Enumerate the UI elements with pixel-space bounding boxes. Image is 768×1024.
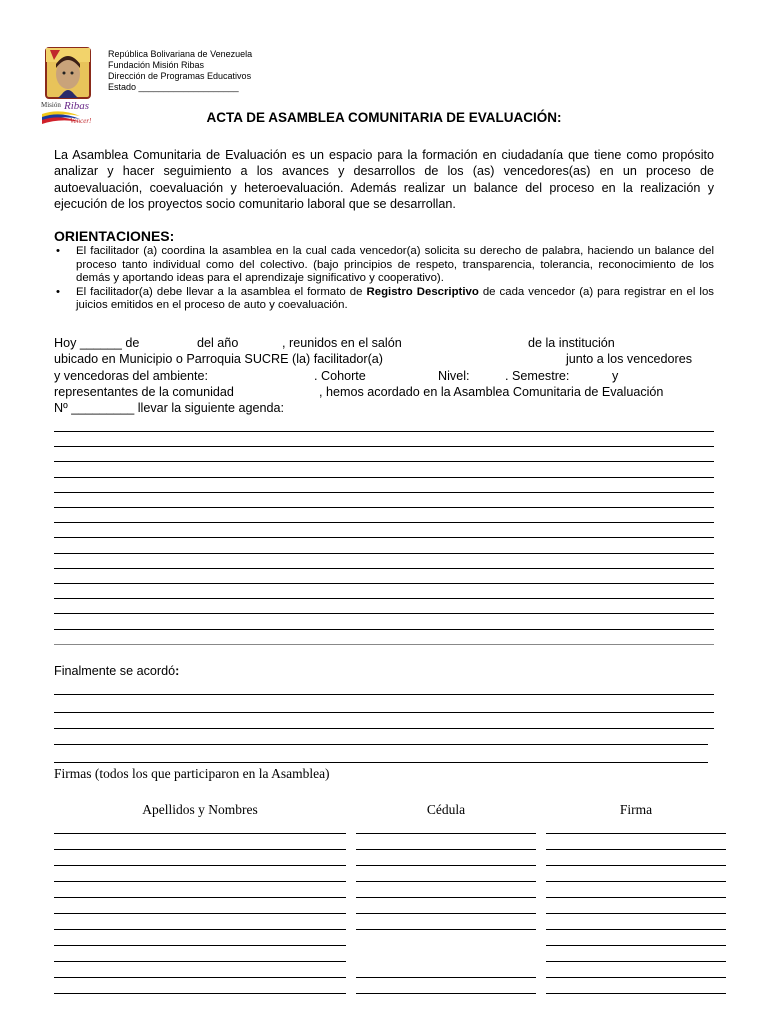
agreement-blank-line[interactable] — [54, 694, 714, 695]
signature-name-line[interactable] — [54, 961, 346, 962]
form-representantes: representantes de la comunidad — [54, 385, 234, 399]
form-junto: junto a los vencedores — [566, 352, 693, 366]
letterhead-line: Estado ____________________ — [108, 82, 239, 92]
form-ano: del año — [197, 336, 239, 350]
signature-firma-line[interactable] — [546, 849, 726, 850]
signature-firma-line[interactable] — [546, 913, 726, 914]
document-title: ACTA DE ASAMBLEA COMUNITARIA DE EVALUACIÓN: — [206, 110, 562, 125]
signature-name-line[interactable] — [54, 833, 346, 834]
agenda-blank-line[interactable] — [54, 461, 714, 462]
signature-cedula-line[interactable] — [356, 993, 536, 994]
column-header-firma: Firma — [619, 802, 653, 817]
signature-cedula-line[interactable] — [356, 929, 536, 930]
signature-cedula-line[interactable] — [356, 833, 536, 834]
form-acordado: , hemos acordado en la Asamblea Comunitaria de Evaluación — [319, 385, 664, 399]
letterhead-line: Dirección de Programas Educativos — [108, 71, 252, 81]
intro-paragraph: La Asamblea Comunitaria de Evaluación es un espacio para la formación en ciudadanía que tiene como propósito analizar y hacer seguimiento a los avances y desarrollos de los (as) vencedores(as) en un proceso de autoevaluación, coevaluación y heteroevaluación. Además realizar un balance del proceso en la realización y ejecución de los proyectos socio comunitario laboral que se desarrollan. — [54, 148, 714, 212]
agenda-blank-line[interactable] — [54, 644, 714, 645]
signature-name-line[interactable] — [54, 865, 346, 866]
signature-name-line[interactable] — [54, 993, 346, 994]
letterhead — [108, 49, 252, 93]
bullet-text: El facilitador(a) debe llevar a la asamblea el formato de — [76, 285, 367, 298]
form-reunidos: , reunidos en el salón — [282, 336, 402, 350]
firmas-title: Firmas (todos los que participaron en la Asamblea) — [54, 766, 330, 781]
signature-name-line[interactable] — [54, 945, 346, 946]
signature-name-line[interactable] — [54, 977, 346, 978]
svg-text:Misión: Misión — [41, 101, 61, 109]
letterhead-line: República Bolivariana de Venezuela — [108, 49, 253, 59]
signature-cedula-line[interactable] — [356, 881, 536, 882]
list-item — [54, 286, 714, 313]
form-agenda: Nº _________ llevar la siguiente agenda: — [54, 401, 285, 415]
agenda-blank-line[interactable] — [54, 553, 714, 554]
agenda-blank-line[interactable] — [54, 522, 714, 523]
signature-firma-line[interactable] — [546, 881, 726, 882]
agenda-blank-line[interactable] — [54, 492, 714, 493]
signature-cedula-line[interactable] — [356, 865, 536, 866]
signature-cedula-line[interactable] — [356, 977, 536, 978]
form-institucion: de la institución — [528, 336, 615, 350]
signature-cedula-line[interactable] — [356, 849, 536, 850]
agreement-blank-line[interactable] — [54, 712, 714, 713]
signature-firma-line[interactable] — [546, 977, 726, 978]
form-ubicado: ubicado en Municipio o Parroquia SUCRE (la) facilitador(a) — [54, 352, 383, 366]
orientaciones-list — [54, 245, 714, 313]
agenda-blank-line[interactable] — [54, 477, 714, 478]
form-hoy: Hoy ______ de — [54, 336, 140, 350]
agreement-blank-line[interactable] — [54, 744, 708, 745]
finalmente-label: Finalmente se acordó: — [54, 664, 180, 678]
signature-firma-line[interactable] — [546, 833, 726, 834]
signature-firma-line[interactable] — [546, 993, 726, 994]
signature-name-line[interactable] — [54, 929, 346, 930]
agenda-blank-line[interactable] — [54, 446, 714, 447]
form-ambiente: y vencedoras del ambiente: — [54, 369, 209, 383]
svg-text:Vencer!: Vencer! — [70, 117, 92, 125]
signature-name-line[interactable] — [54, 849, 346, 850]
agenda-blank-line[interactable] — [54, 583, 714, 584]
agenda-blank-line[interactable] — [54, 431, 714, 432]
signature-firma-line[interactable] — [546, 897, 726, 898]
signature-firma-line[interactable] — [546, 865, 726, 866]
bullet-bold-text: Registro Descriptivo — [366, 285, 479, 298]
agenda-blank-line[interactable] — [54, 507, 714, 508]
bullet-text: El facilitador (a) coordina la asamblea en la cual cada vencedor(a) solicita su derecho de palabra, haciendo un balance del proceso tanto individual como del colectivo. (bajo principios de respeto, transparencia, tolerancia, reconocimiento de los demás y aportando ideas para el aprendizaje significativo y cooperativo). — [76, 245, 714, 285]
form-cohorte: . Cohorte — [314, 369, 366, 383]
agenda-blank-line[interactable] — [54, 568, 714, 569]
agreement-blank-line[interactable] — [54, 728, 714, 729]
signature-firma-line[interactable] — [546, 945, 726, 946]
letterhead-line: Fundación Misión Ribas — [108, 60, 205, 70]
signature-cedula-line[interactable] — [356, 913, 536, 914]
orientaciones-heading: ORIENTACIONES: — [54, 228, 175, 244]
column-header-nombres: Apellidos y Nombres — [142, 802, 258, 817]
signature-name-line[interactable] — [54, 881, 346, 882]
signature-name-line[interactable] — [54, 897, 346, 898]
signature-cedula-line[interactable] — [356, 897, 536, 898]
agreement-blank-line[interactable] — [54, 762, 708, 763]
agenda-blank-line[interactable] — [54, 629, 714, 630]
svg-text:Ribas: Ribas — [64, 100, 90, 112]
agenda-blank-line[interactable] — [54, 613, 714, 614]
form-y: y — [612, 369, 619, 383]
bullet-text: de cada vencedor (a) para registrar en el los juicios emitidos en el proceso de auto y coevaluación. — [76, 285, 714, 312]
list-item — [54, 245, 714, 286]
agenda-blank-line[interactable] — [54, 537, 714, 538]
form-semestre: . Semestre: — [505, 369, 570, 383]
form-nivel: Nivel: — [438, 369, 470, 383]
signature-name-line[interactable] — [54, 913, 346, 914]
signature-firma-line[interactable] — [546, 961, 726, 962]
agenda-blank-line[interactable] — [54, 598, 714, 599]
column-header-cedula: Cédula — [426, 802, 466, 817]
signature-firma-line[interactable] — [546, 929, 726, 930]
